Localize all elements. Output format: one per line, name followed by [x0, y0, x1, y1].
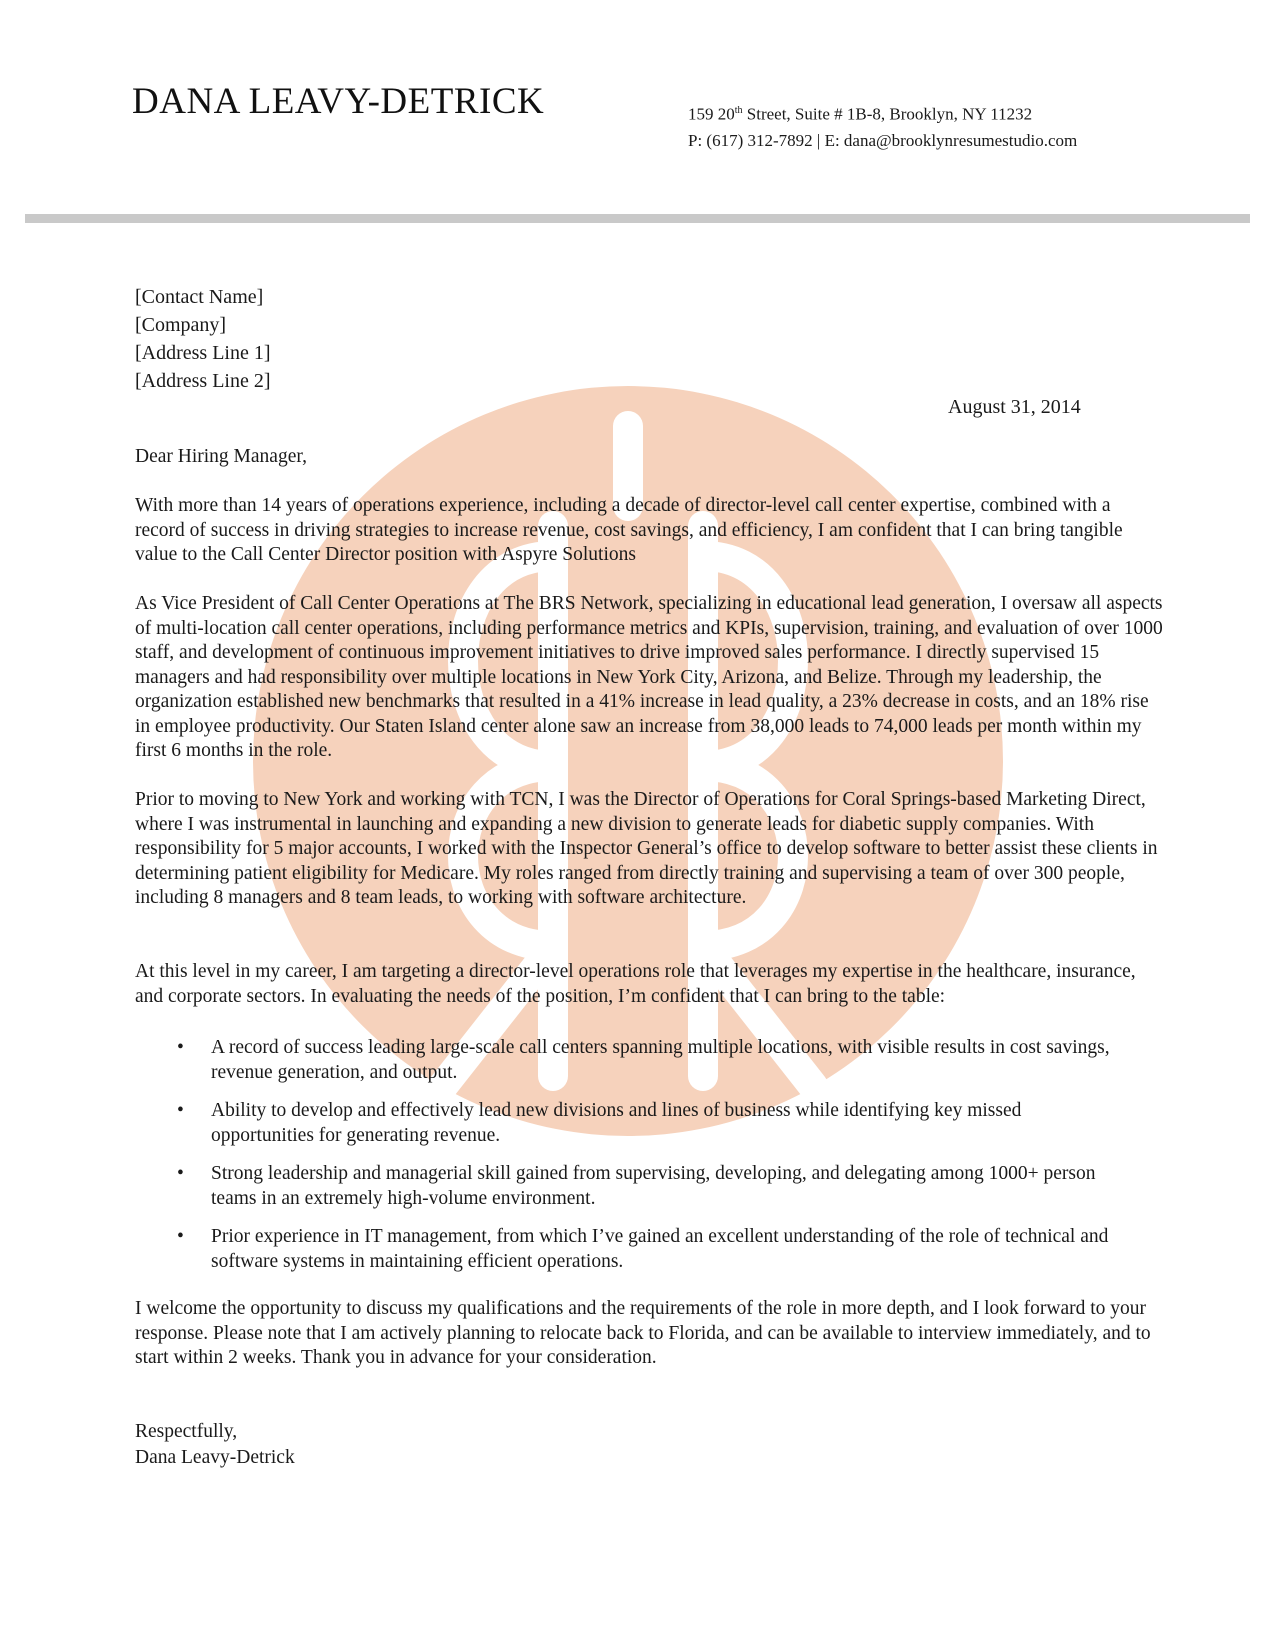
list-item	[135, 1162, 1115, 1211]
list-item	[135, 1036, 1115, 1085]
contact-block	[688, 98, 1077, 154]
recipient-address-1: [Address Line 1]	[135, 342, 271, 364]
applicant-name: DANA LEAVY-DETRICK	[132, 81, 545, 122]
list-item-text: Ability to develop and effectively lead new divisions and lines of business while identifying key missed opportunities for generating revenue.	[211, 1100, 1022, 1146]
paragraph-targeting: At this level in my career, I am targeting a director-level operations role that leverages my expertise in the healthcare, insurance, and corporate sectors. In evaluating the needs of the position, I’m confident that I can bring to the table:	[135, 961, 1136, 1007]
recipient-block	[135, 283, 271, 395]
list-item-text: A record of success leading large-scale call centers spanning multiple locations, with visible results in cost savings, revenue generation, and output.	[211, 1037, 1110, 1083]
paragraph-intro: With more than 14 years of operations experience, including a decade of director-level call center expertise, combined with a record of success in driving strategies to increase revenue, cost savings, and efficiency, I am confident that I can bring tangible value to the Call Center Director position with Aspyre Solutions	[135, 495, 1123, 565]
paragraph-closing: I welcome the opportunity to discuss my qualifications and the requirements of the role in more depth, and I look forward to your response. Please note that I am actively planning to relocate back to Florida, and can be available to interview immediately, and to start within 2 weeks. Thank you in advance for your consideration.	[135, 1298, 1151, 1368]
recipient-address-2: [Address Line 2]	[135, 370, 271, 392]
bullet-dot: •	[177, 1163, 184, 1184]
valediction: Respectfully,	[135, 1421, 238, 1442]
paragraph-marketing-direct: Prior to moving to New York and working with TCN, I was the Director of Operations for Coral Springs-based Marketing Direct, where I was instrumental in launching and expanding a new division to generate leads for diabetic supply companies. With responsibility for 5 major accounts, I worked with the Inspector General’s office to develop software to better assist these clients in determining patient eligibility for Medicare. My roles ranged from directly training and supervising a team of over 300 people, including 8 managers and 8 team leads, to working with software architecture.	[135, 789, 1158, 908]
qualifications-list	[135, 1036, 1115, 1288]
list-item-text: Prior experience in IT management, from which I’ve gained an excellent understanding of the role of technical and software systems in maintaining efficient operations.	[211, 1226, 1109, 1272]
greeting: Dear Hiring Manager,	[135, 446, 307, 467]
paragraph-brs-network: As Vice President of Call Center Operations at The BRS Network, specializing in educational lead generation, I oversaw all aspects of multi-location call center operations, including performance metrics and KPIs, supervision, training, and evaluation of over 1000 staff, and development of continuous improvement initiatives to drive improved sales performance. I directly supervised 15 managers and had responsibility over multiple locations in New York City, Arizona, and Belize. Through my leadership, the organization established new benchmarks that resulted in a 41% increase in lead quality, a 23% decrease in costs, and an 18% rise in employee productivity. Our Staten Island center alone saw an increase from 38,000 leads to 74,000 leads per month within my first 6 months in the role.	[135, 593, 1163, 761]
recipient-contact-name: [Contact Name]	[135, 286, 264, 308]
bullet-dot: •	[177, 1100, 184, 1121]
list-item-text: Strong leadership and managerial skill gained from supervising, developing, and delegating among 1000+ person teams in an extremely high-volume environment.	[211, 1163, 1096, 1209]
letter-date: August 31, 2014	[948, 396, 1081, 418]
signature-block	[135, 1419, 295, 1471]
signature-name: Dana Leavy-Detrick	[135, 1447, 295, 1468]
recipient-company: [Company]	[135, 314, 227, 336]
header-divider	[25, 214, 1250, 223]
contact-line: P: (617) 312-7892 | E: dana@brooklynresumestudio.com	[688, 130, 1078, 150]
address-line: 159 20th Street, Suite # 1B-8, Brooklyn, NY 11232	[688, 104, 1033, 124]
list-item	[135, 1225, 1115, 1274]
list-item	[135, 1099, 1115, 1148]
bullet-dot: •	[177, 1226, 184, 1247]
bullet-dot: •	[177, 1037, 184, 1058]
